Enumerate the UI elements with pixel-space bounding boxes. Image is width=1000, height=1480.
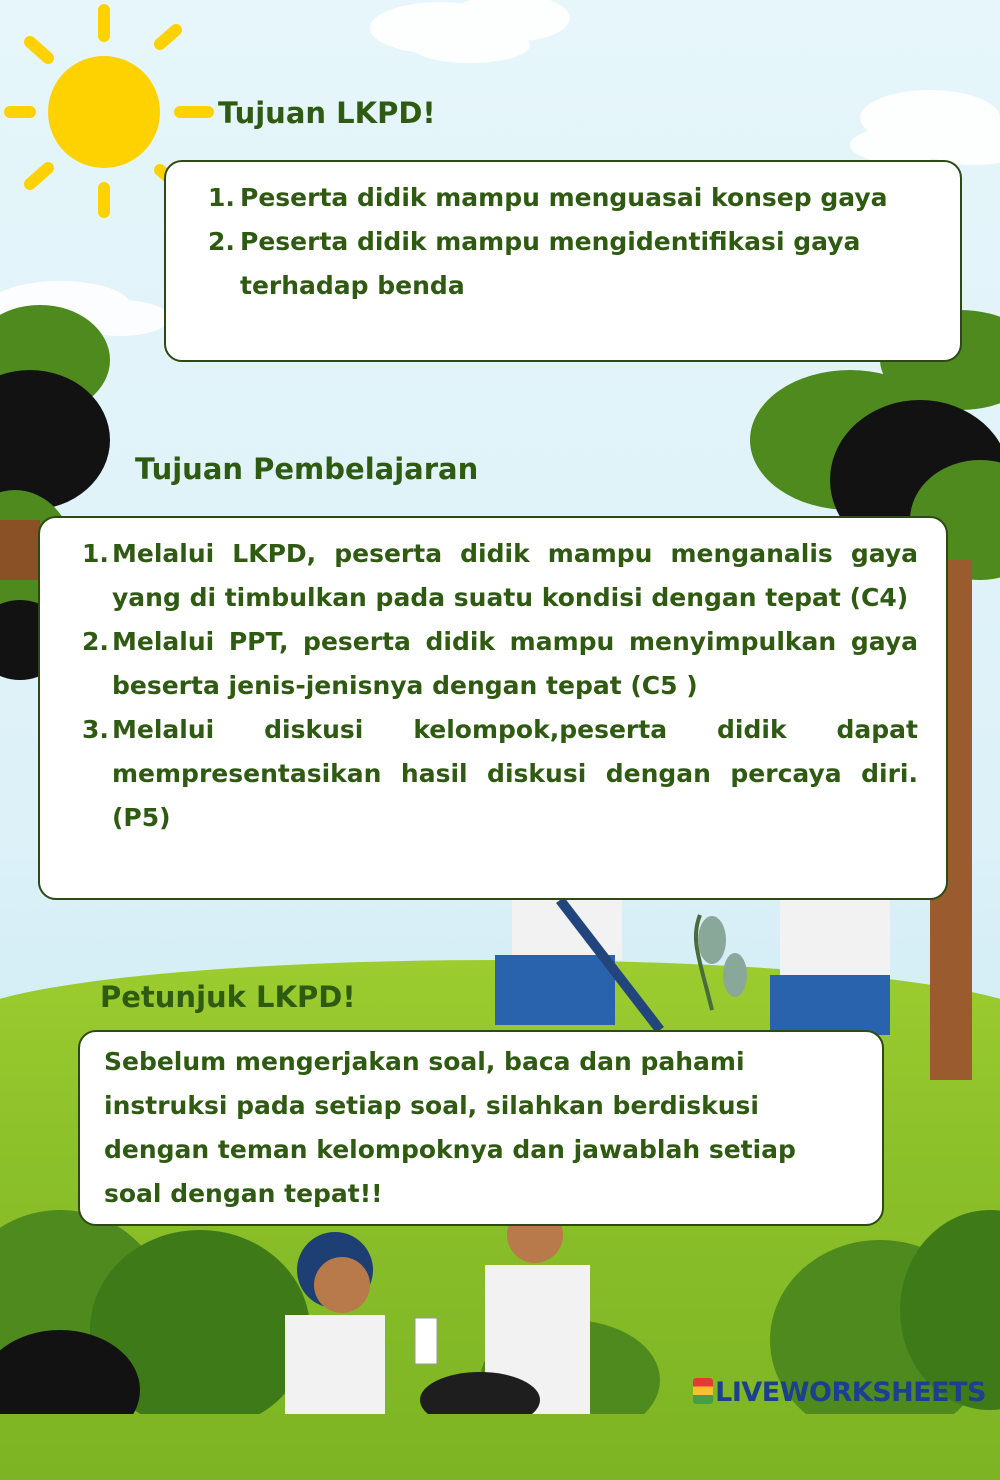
cloud-icon [370, 0, 570, 63]
list-item [82, 708, 918, 840]
card-tujuan-pembelajaran [38, 516, 948, 900]
list-number: 2. [208, 227, 235, 256]
heading-tujuan-lkpd: Tujuan LKPD! [218, 96, 436, 130]
children-cleaning-illustration [285, 1207, 590, 1414]
list-item [208, 220, 908, 308]
list-text: Melalui LKPD, peserta didik mampu menganalis gaya yang di timbulkan pada suatu kondisi dengan tepat (C4) [112, 539, 918, 612]
list-item [82, 620, 918, 708]
liveworksheets-logo-icon [693, 1378, 713, 1404]
list-text: Peserta didik mampu mengidentifikasi gaya terhadap benda [240, 227, 861, 300]
list-number: 1. [82, 539, 109, 568]
liveworksheets-logo [693, 1377, 986, 1408]
list-number: 3. [82, 715, 109, 744]
list-item [208, 176, 908, 220]
heading-petunjuk-lkpd: Petunjuk LKPD! [100, 980, 356, 1014]
list-text: Peserta didik mampu menguasai konsep gaya [240, 183, 888, 212]
card-tujuan-lkpd [164, 160, 962, 362]
heading-tujuan-pembelajaran: Tujuan Pembelajaran [135, 452, 479, 486]
list-item [82, 532, 918, 620]
card-petunjuk-lkpd [78, 1030, 884, 1226]
children-planting-illustration [495, 900, 890, 1035]
list-number: 2. [82, 627, 109, 656]
list-text: Melalui PPT, peserta didik mampu menyimpulkan gaya beserta jenis-jenisnya dengan tepat (C5 ) [112, 627, 918, 700]
list-number: 1. [208, 183, 235, 212]
liveworksheets-logo-text: LIVEWORKSHEETS [715, 1377, 986, 1408]
instructions-text: Sebelum mengerjakan soal, baca dan pahami instruksi pada setiap soal, silahkan berdiskusi dengan teman kelompoknya dan jawablah setiap soal dengan tepat!! [104, 1047, 796, 1208]
list-text: Melalui diskusi kelompok,peserta didik dapat mempresentasikan hasil diskusi dengan percaya diri. (P5) [112, 715, 918, 832]
